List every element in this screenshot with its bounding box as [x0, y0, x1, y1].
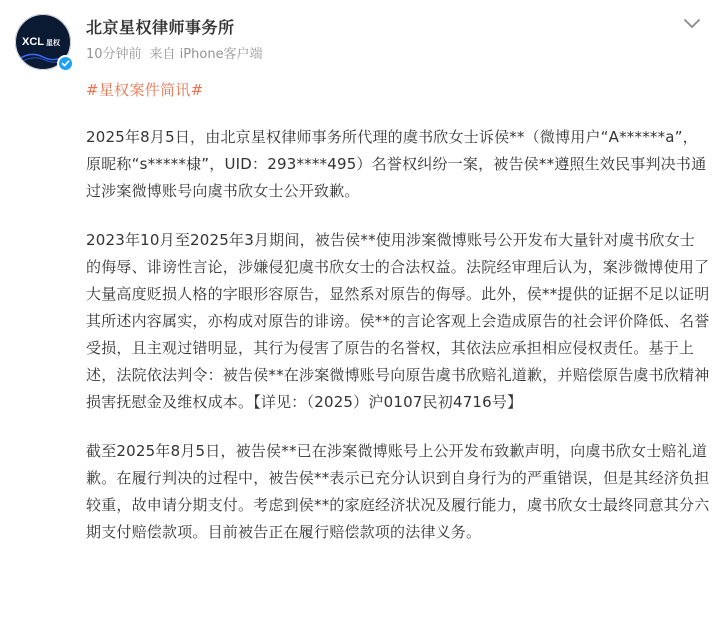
post-body [86, 124, 710, 568]
post-meta [86, 43, 263, 62]
chevron-down-icon[interactable] [683, 18, 701, 30]
post-source: 来自 iPhone客户端 [149, 47, 263, 62]
post-paragraph-2: 2023年10月至2025年3月期间，被告侯**使用涉案微博账号公开发布大量针对虞书欣女士的侮辱、诽谤性言论，涉嫌侵犯虞书欣女士的合法权益。法院经审理后认为，案涉微博使用了大量高度贬损人格的字眼形容原告，显然系对原告的侮辱。此外，侯**提供的证据不足以证明其所述内容属实，亦构成对原告的诽谤。侯**的言论客观上会造成原告的社会评价降低、名誉受损，且主观过错明显，其行为侵害了原告的名誉权，其依法应承担相应侵权责任。基于上述，法院依法判令：被告侯**在涉案微博账号向原告虞书欣赔礼道歉，并赔偿原告虞书欣精神损害抚慰金及维权成本。【详见：（2025）沪0107民初4716号】 [86, 231, 710, 411]
post-paragraph-3: 截至2025年8月5日，被告侯**已在涉案微博账号上公开发布致歉声明，向虞书欣女士赔礼道歉。在履行判决的过程中，被告侯**表示已充分认识到自身行为的严重错误，但是其经济负担较重，故申请分期支付。考虑到侯**的家庭经济状况及履行能力，虞书欣女士最终同意其分六期支付赔偿款项。目前被告正在履行赔偿款项的法律义务。 [86, 442, 710, 541]
author-name[interactable]: 北京星权律师事务所 [86, 18, 235, 37]
avatar-logo-text: XCL [22, 36, 44, 48]
post-paragraph-1: 2025年8月5日，由北京星权律师事务所代理的虞书欣女士诉侯**（微博用户“A******a”，原昵称“s*****棣”，UID：293****495）名誉权纠纷一案，被告侯**遵照生效民事判决书通过涉案微博账号向虞书欣女士公开致歉。 [86, 128, 707, 200]
verified-badge-icon [57, 55, 74, 72]
post-time[interactable]: 10分钟前 [86, 47, 142, 62]
avatar-logo-sub: 星权 [46, 39, 60, 47]
post-header [0, 0, 719, 80]
topic-hashtag[interactable]: #星权案件简讯# [86, 81, 204, 99]
